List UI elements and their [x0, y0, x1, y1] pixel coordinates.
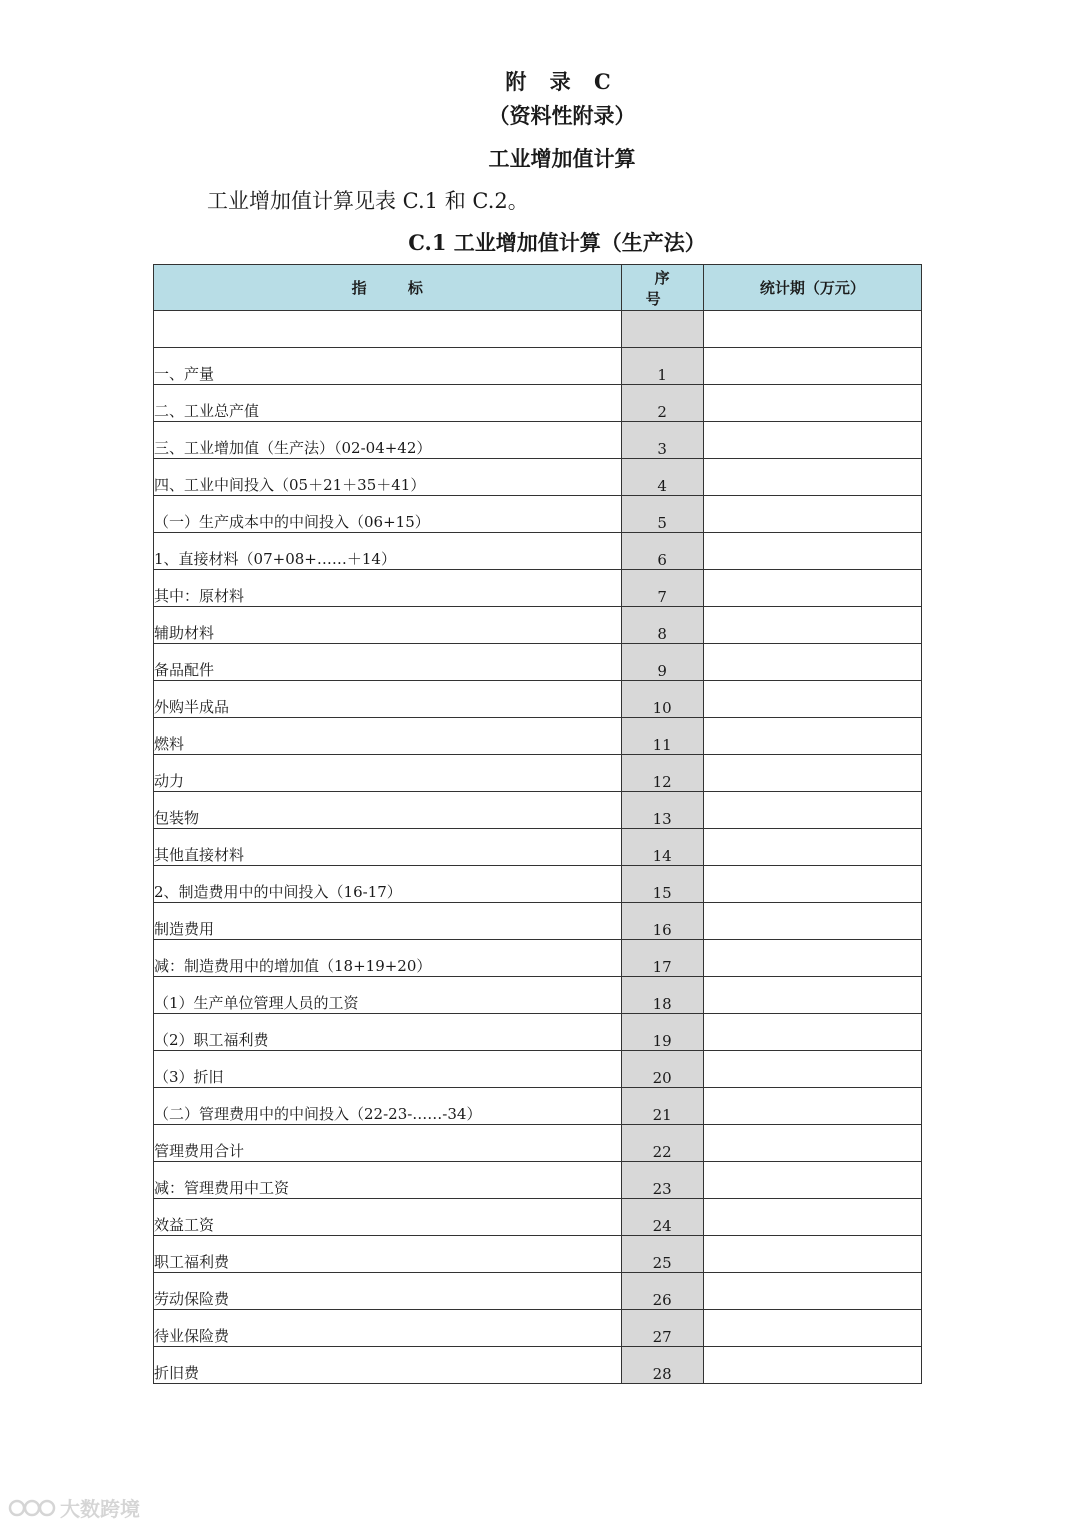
spacer-cell [154, 311, 622, 348]
row-value-input[interactable] [703, 718, 921, 755]
table-row [154, 422, 922, 459]
row-indicator: 辅助材料 [154, 607, 622, 644]
table-row [154, 718, 922, 755]
appendix-subtitle: （资料性附录） [488, 103, 636, 128]
row-seq: 7 [621, 570, 703, 607]
row-indicator: 四、工业中间投入（05＋21＋35＋41） [154, 459, 622, 496]
table-row [154, 348, 922, 385]
table-row [154, 644, 922, 681]
row-indicator: （二）管理费用中的中间投入（22-23-……-34） [154, 1088, 622, 1125]
row-indicator: 减：管理费用中工资 [154, 1162, 622, 1199]
table-row [154, 1051, 922, 1088]
section-title: 工业增加值计算 [488, 146, 636, 171]
table-row [154, 607, 922, 644]
header-seq: 序 号 [621, 265, 703, 311]
row-indicator: 职工福利费 [154, 1236, 622, 1273]
row-seq: 23 [621, 1162, 703, 1199]
row-seq: 10 [621, 681, 703, 718]
row-seq: 15 [621, 866, 703, 903]
row-seq: 1 [621, 348, 703, 385]
header-indicator: 指 标 [154, 265, 622, 311]
row-indicator: 其中：原材料 [154, 570, 622, 607]
row-seq: 24 [621, 1199, 703, 1236]
row-value-input[interactable] [703, 1051, 921, 1088]
row-value-input[interactable] [703, 1310, 921, 1347]
row-seq: 28 [621, 1347, 703, 1384]
row-seq: 22 [621, 1125, 703, 1162]
row-indicator: 燃料 [154, 718, 622, 755]
table-row [154, 1088, 922, 1125]
row-indicator: 一、产量 [154, 348, 622, 385]
row-indicator: （2）职工福利费 [154, 1014, 622, 1051]
row-value-input[interactable] [703, 940, 921, 977]
row-seq: 11 [621, 718, 703, 755]
row-seq: 19 [621, 1014, 703, 1051]
row-value-input[interactable] [703, 681, 921, 718]
table-row [154, 829, 922, 866]
row-indicator: （一）生产成本中的中间投入（06+15） [154, 496, 622, 533]
row-indicator: 外购半成品 [154, 681, 622, 718]
row-seq: 18 [621, 977, 703, 1014]
table-row [154, 570, 922, 607]
row-value-input[interactable] [703, 1125, 921, 1162]
row-value-input[interactable] [703, 1088, 921, 1125]
table-row [154, 1162, 922, 1199]
row-seq: 20 [621, 1051, 703, 1088]
row-indicator: 劳动保险费 [154, 1273, 622, 1310]
row-indicator: 三、工业增加值（生产法）（02-04+42） [154, 422, 622, 459]
table-row [154, 1310, 922, 1347]
row-seq: 16 [621, 903, 703, 940]
row-value-input[interactable] [703, 903, 921, 940]
row-value-input[interactable] [703, 1162, 921, 1199]
table-row [154, 1199, 922, 1236]
row-seq: 17 [621, 940, 703, 977]
row-value-input[interactable] [703, 1273, 921, 1310]
intro-paragraph: 工业增加值计算见表 C.1 和 C.2。 [207, 189, 529, 213]
row-indicator: 动力 [154, 755, 622, 792]
row-indicator: 效益工资 [154, 1199, 622, 1236]
table-header-row [154, 265, 922, 311]
row-value-input[interactable] [703, 607, 921, 644]
brand-logo-icon [8, 1497, 56, 1523]
table-row [154, 1125, 922, 1162]
table-spacer-row [154, 311, 922, 348]
row-seq: 21 [621, 1088, 703, 1125]
row-value-input[interactable] [703, 459, 921, 496]
row-seq: 12 [621, 755, 703, 792]
industrial-value-added-table [153, 264, 922, 1384]
table-row [154, 496, 922, 533]
row-indicator: 其他直接材料 [154, 829, 622, 866]
table-row [154, 459, 922, 496]
row-seq: 13 [621, 792, 703, 829]
table-row [154, 385, 922, 422]
row-value-input[interactable] [703, 1199, 921, 1236]
table-row [154, 681, 922, 718]
row-value-input[interactable] [703, 755, 921, 792]
row-seq: 4 [621, 459, 703, 496]
row-value-input[interactable] [703, 1347, 921, 1384]
table-row [154, 1014, 922, 1051]
row-indicator: 减：制造费用中的增加值（18+19+20） [154, 940, 622, 977]
row-seq: 2 [621, 385, 703, 422]
row-seq: 26 [621, 1273, 703, 1310]
spacer-value-cell [703, 311, 921, 348]
row-indicator: 备品配件 [154, 644, 622, 681]
row-seq: 9 [621, 644, 703, 681]
table-row [154, 1273, 922, 1310]
row-indicator: 管理费用合计 [154, 1125, 622, 1162]
row-indicator: （3）折旧 [154, 1051, 622, 1088]
row-seq: 3 [621, 422, 703, 459]
row-value-input[interactable] [703, 385, 921, 422]
row-value-input[interactable] [703, 644, 921, 681]
row-indicator: 待业保险费 [154, 1310, 622, 1347]
row-value-input[interactable] [703, 533, 921, 570]
row-value-input[interactable] [703, 422, 921, 459]
row-value-input[interactable] [703, 1014, 921, 1051]
row-value-input[interactable] [703, 1236, 921, 1273]
row-seq: 14 [621, 829, 703, 866]
watermark-text: 大数跨境 [60, 1497, 140, 1521]
row-indicator: 1、直接材料（07+08+……＋14） [154, 533, 622, 570]
row-value-input[interactable] [703, 829, 921, 866]
table-caption: C.1 工业增加值计算（生产法） [408, 230, 706, 255]
table-row [154, 940, 922, 977]
row-indicator: 2、制造费用中的中间投入（16-17） [154, 866, 622, 903]
row-seq: 5 [621, 496, 703, 533]
row-value-input[interactable] [703, 348, 921, 385]
header-value: 统计期（万元） [703, 265, 921, 311]
table-row [154, 977, 922, 1014]
table-row [154, 1347, 922, 1384]
watermark [8, 1493, 148, 1521]
row-seq: 25 [621, 1236, 703, 1273]
row-value-input[interactable] [703, 866, 921, 903]
row-seq: 6 [621, 533, 703, 570]
row-indicator: 二、工业总产值 [154, 385, 622, 422]
table-row [154, 903, 922, 940]
row-indicator: 折旧费 [154, 1347, 622, 1384]
table-row [154, 792, 922, 829]
table-row [154, 866, 922, 903]
row-indicator: （1）生产单位管理人员的工资 [154, 977, 622, 1014]
row-indicator: 制造费用 [154, 903, 622, 940]
row-seq: 8 [621, 607, 703, 644]
spacer-seq-cell [621, 311, 703, 348]
row-value-input[interactable] [703, 570, 921, 607]
appendix-title: 附 录 C [505, 69, 619, 94]
row-value-input[interactable] [703, 792, 921, 829]
row-indicator: 包装物 [154, 792, 622, 829]
table-row [154, 755, 922, 792]
row-seq: 27 [621, 1310, 703, 1347]
row-value-input[interactable] [703, 496, 921, 533]
row-value-input[interactable] [703, 977, 921, 1014]
table-row [154, 1236, 922, 1273]
table-row [154, 533, 922, 570]
